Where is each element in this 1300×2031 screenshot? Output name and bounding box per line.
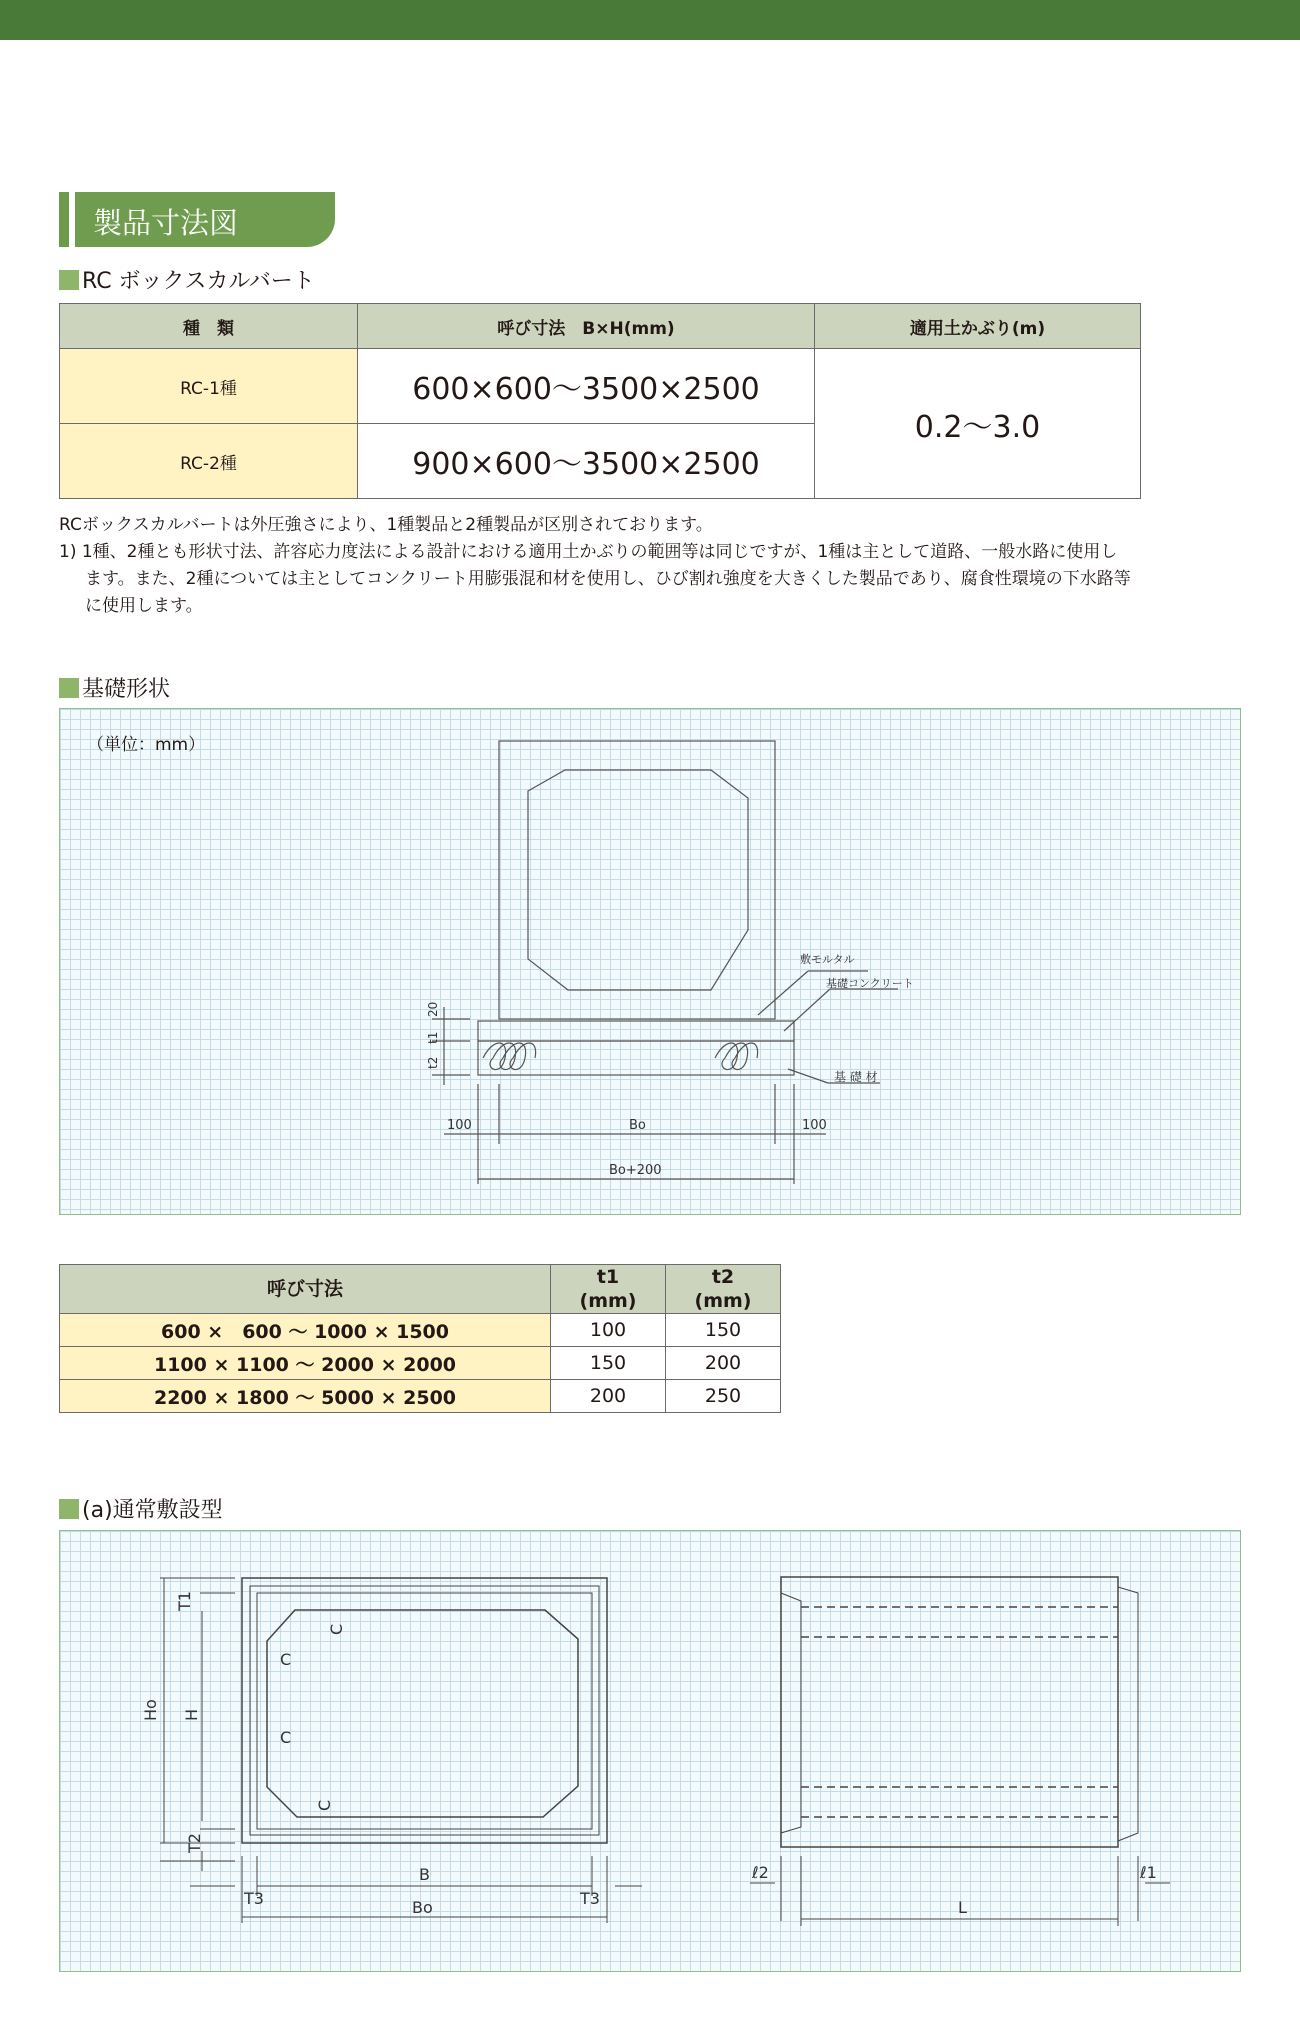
ho-dim: Ho (141, 1699, 160, 1721)
cover-cell: 0.2～3.0 (815, 349, 1141, 499)
twenty-label: 20 (426, 1001, 440, 1017)
t2-cell: 250 (666, 1380, 781, 1413)
t1-label: t1 (426, 1031, 440, 1044)
t3-right-dim: T3 (580, 1889, 600, 1908)
t2-cell: 200 (666, 1347, 781, 1380)
note-2: ます。また、2種については主としてコンクリート用膨張混和材を使用し、ひび割れ強度を大きくした製品であり、腐食性環境の下水路等 (85, 569, 1131, 589)
base-hatch-left (483, 1043, 536, 1070)
bo-label: Bo (629, 1118, 646, 1133)
section-title (59, 192, 335, 247)
b-dim: B (419, 1865, 430, 1884)
box-outline (499, 741, 775, 1019)
bo200-label: Bo+200 (609, 1163, 662, 1178)
rc-heading: RC ボックスカルバート (59, 264, 315, 295)
size-cell: 600×600～3500×2500 (358, 349, 815, 424)
base-hatch-right (715, 1043, 758, 1070)
square-icon (59, 270, 79, 290)
th-cover: 適用土かぶり(m) (815, 304, 1141, 349)
thickness-table (59, 1264, 781, 1413)
cross-section-inner (267, 1610, 578, 1817)
side-view (781, 1577, 1118, 1847)
t2-dim: T2 (185, 1833, 204, 1853)
square-icon (59, 678, 79, 698)
foundation-diagram (59, 708, 1241, 1215)
note-1: 1) 1種、2種とも形状寸法、許容応力度法による設計における適用土かぶりの範囲等は同じですが、1種は主として道路、一般水路に使用し (59, 542, 1118, 562)
th-kind: 種 類 (60, 304, 358, 349)
l2-dim: ℓ2 (752, 1863, 769, 1882)
concrete-label: 基礎コンクリート (826, 977, 914, 990)
unit-label: （単位：mm） (87, 735, 206, 755)
size-cell: 900×600～3500×2500 (358, 424, 815, 499)
spec-table (59, 303, 1141, 499)
range-cell: 600 × 600 ～ 1000 × 1500 (60, 1314, 551, 1347)
right-100-label: 100 (802, 1118, 827, 1133)
base-label: 基 礎 材 (834, 1070, 878, 1084)
th-t1: t1 (mm) (551, 1265, 666, 1314)
mortar-label: 敷モルタル (800, 953, 855, 966)
t2-label: t2 (426, 1056, 440, 1069)
square-icon (59, 1499, 79, 1519)
c-dim: C (280, 1650, 292, 1669)
base-concrete (478, 1021, 794, 1041)
section-title-text: 製品寸法図 (93, 206, 239, 240)
top-color-bar (0, 0, 1300, 40)
l-dim: L (958, 1898, 967, 1917)
range-cell: 2200 × 1800 ～ 5000 × 2500 (60, 1380, 551, 1413)
th-t2: t2 (mm) (666, 1265, 781, 1314)
t2-cell: 150 (666, 1314, 781, 1347)
box-inner (528, 770, 748, 990)
l1-dim: ℓ1 (1140, 1863, 1157, 1882)
c-dim: C (280, 1728, 292, 1747)
th-range: 呼び寸法 (60, 1265, 551, 1314)
bo-dim: Bo (412, 1898, 433, 1917)
t1-cell: 200 (551, 1380, 666, 1413)
h-dim: H (182, 1708, 201, 1721)
c-dim: C (315, 1799, 334, 1811)
t1-dim: T1 (175, 1591, 194, 1611)
foundation-drawing (60, 709, 1240, 1214)
kind-cell: RC-1種 (60, 349, 358, 424)
foundation-heading: 基礎形状 (59, 672, 170, 703)
range-cell: 1100 × 1100 ～ 2000 × 2000 (60, 1347, 551, 1380)
note-3: に使用します。 (85, 596, 203, 616)
th-size: 呼び寸法 B×H(mm) (358, 304, 815, 349)
note-0: RCボックスカルバートは外圧強さにより、1種製品と2種製品が区別されております。 (59, 515, 713, 535)
cross-section-outer (242, 1578, 607, 1843)
t1-cell: 100 (551, 1314, 666, 1347)
kind-cell: RC-2種 (60, 424, 358, 499)
normal-heading: (a)通常敷設型 (59, 1493, 223, 1524)
c-dim: C (327, 1623, 346, 1635)
normal-drawing (60, 1531, 1240, 1971)
t3-left-dim: T3 (244, 1889, 264, 1908)
left-100-label: 100 (447, 1118, 472, 1133)
t1-cell: 150 (551, 1347, 666, 1380)
normal-diagram (59, 1530, 1241, 1972)
